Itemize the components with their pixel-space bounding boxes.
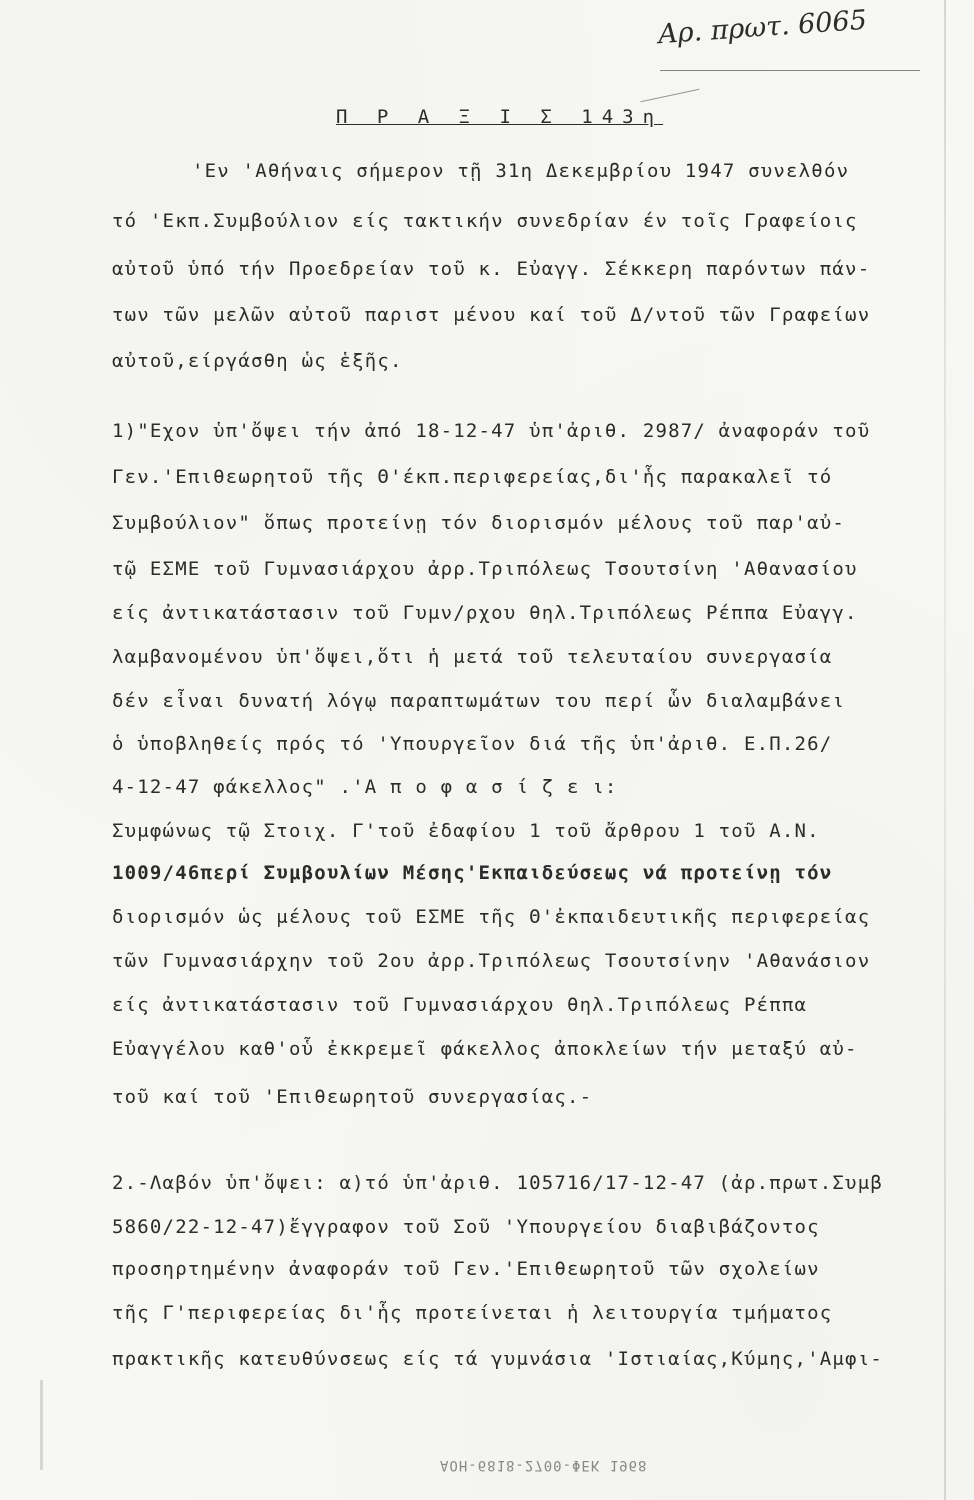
handwritten-reference-note: Αρ. πρωτ. 6065 (657, 4, 868, 51)
text-line: Συμβούλιον" ὅπως προτείνῃ τόν διορισμόν μέλους τοῦ παρ'αὐ- (112, 512, 846, 534)
text-line: των τῶν μελῶν αὐτοῦ παριστ μένου καί τοῦ Δ/ντοῦ τῶν Γραφείων (112, 304, 871, 326)
page-edge-mark (40, 1380, 43, 1470)
header-stroke (641, 89, 700, 102)
text-line: Γεν.'Επιθεωρητοῦ τῆς Θ'έκπ.περιφερείας,δι'ἧς παρακαλεῖ τό (112, 466, 833, 488)
text-line: 'Εν 'Αθήναις σήμερον τῇ 31η Δεκεμβρίου 1947 συνελθόν (192, 160, 850, 182)
text-line: τό 'Εκπ.Συμβούλιον είς τακτικήν συνεδρίαν έν τοῖς Γραφείοις (112, 210, 858, 232)
text-line: τοῦ καί τοῦ 'Επιθεωρητοῦ συνεργασίας.- (112, 1086, 593, 1108)
text-line: ὁ ὑποβληθείς πρός τό 'Υπουργεῖον διά τῆς ὑπ'ἀριθ. Ε.Π.26/ (112, 733, 833, 755)
text-line: 5860/22-12-47)ἔγγραφον τοῦ Σοῦ 'Υπουργείου διαβιβάζοντος (112, 1216, 820, 1238)
text-line: 1)"Εχον ὑπ'ὄψει τήν ἀπό 18-12-47 ὑπ'ἀριθ. 2987/ ἀναφοράν τοῦ (112, 420, 871, 442)
text-line: πρακτικῆς κατευθύνσεως είς τά γυμνάσια 'Ιστιαίας,Κύμης,'Αμφι- (112, 1348, 883, 1370)
page-edge-shadow (944, 0, 946, 1500)
text-line: τῆς Γ'περιφερείας δι'ἧς προτείνεται ἡ λειτουργία τμήματος (112, 1302, 833, 1324)
document-title: Π Ρ Α Ξ Ι Σ 143η (336, 106, 664, 128)
text-line: Συμφώνως τῷ Στοιχ. Γ'τοῦ ἐδαφίου 1 τοῦ ἄρθρου 1 τοῦ Α.Ν. (112, 820, 820, 842)
text-line: είς ἀντικατάστασιν τοῦ Γυμν/ρχου θηλ.Τριπόλεως Ρέππα Εὐαγγ. (112, 602, 858, 624)
text-line: 4-12-47 φάκελλος" .'Α π ο φ α σ ί ζ ε ι: (112, 776, 618, 798)
text-line: προσηρτημένην ἀναφοράν τοῦ Γεν.'Επιθεωρητοῦ τῶν σχολείων (112, 1258, 820, 1280)
text-line: είς ἀντικατάστασιν τοῦ Γυμνασιάρχου θηλ.Τριπόλεως Ρέππα (112, 994, 808, 1016)
text-line: διορισμόν ὡς μέλους τοῦ ΕΣΜΕ τῆς Θ'ἐκπαιδευτικῆς περιφερείας (112, 906, 871, 928)
text-line: αὐτοῦ,είργάσθη ὡς ἑξῆς. (112, 350, 403, 372)
text-line: τῶν Γυμνασιάρχην τοῦ 2ου ἀρρ.Τριπόλεως Τσουτσίνην 'Αθανάσιον (112, 950, 871, 972)
text-line: 1009/46περί Συμβουλίων Μέσης'Εκπαιδεύσεως νά προτείνῃ τόν (112, 862, 833, 884)
text-line: λαμβανομένου ὑπ'ὄψει,ὅτι ἡ μετά τοῦ τελευταίου συνεργασία (112, 646, 833, 668)
printer-footer-mark: ΑΟΗ-6818-2700-ΦΕΚ 1968 (440, 1457, 648, 1473)
header-rule (660, 70, 920, 71)
text-line: αὐτοῦ ὑπό τήν Προεδρείαν τοῦ κ. Εὐαγγ. Σέκκερη παρόντων πάν- (112, 258, 871, 280)
text-line: 2.-Λαβόν ὑπ'ὄψει: α)τό ὑπ'ἀριθ. 105716/17-12-47 (ἀρ.πρωτ.Συμβ (112, 1172, 883, 1194)
text-line: Εὐαγγέλου καθ'οὗ ἐκκρεμεῖ φάκελλος ἀποκλείων τήν μεταξύ αὐ- (112, 1038, 858, 1060)
text-line: τῷ ΕΣΜΕ τοῦ Γυμνασιάρχου ἀρρ.Τριπόλεως Τσουτσίνη 'Αθανασίου (112, 558, 858, 580)
text-line: δέν εἶναι δυνατή λόγῳ παραπτωμάτων του περί ὧν διαλαμβάνει (112, 690, 846, 712)
